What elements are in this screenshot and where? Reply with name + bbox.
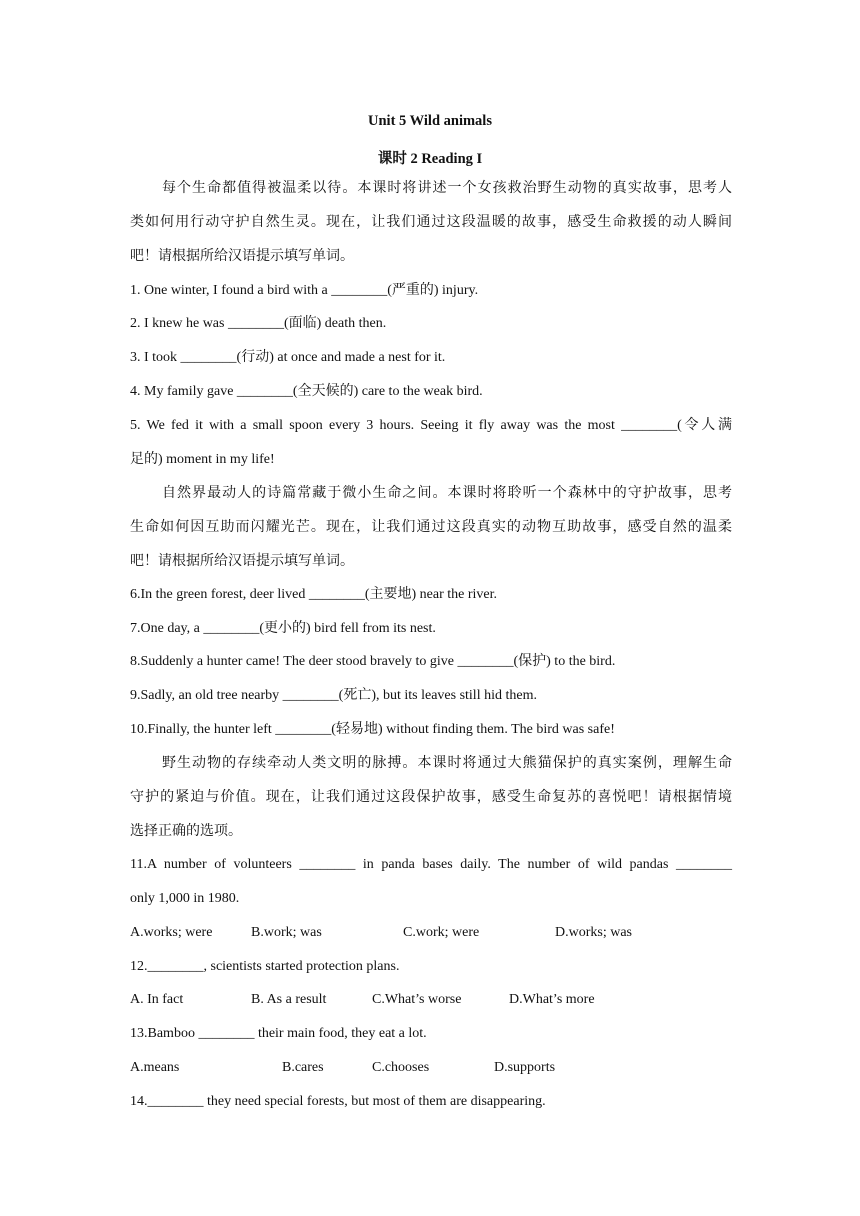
unit-title: Unit 5 Wild animals	[368, 113, 492, 129]
lesson-title: 课时 2 Reading I	[377, 151, 483, 167]
option-d: D.works; was	[555, 925, 632, 940]
question-item: 4. My family gave ________(全天候的) care to the weak bird.	[130, 384, 483, 399]
question-item: 6.In the green forest, deer lived ________(主要地) near the river.	[130, 587, 497, 602]
option-d: D.What’s more	[509, 992, 595, 1007]
option-a: A.works; were	[130, 925, 213, 940]
option-d: D.supports	[494, 1060, 556, 1075]
option-b: B. As a result	[251, 992, 327, 1007]
option-a: A. In fact	[130, 992, 184, 1007]
question-item: 9.Sadly, an old tree nearby ________(死亡), but its leaves still hid them.	[130, 688, 537, 703]
question-item: 5. We fed it with a small spoon every 3 hours. Seeing it fly away was the most ________(令人满	[130, 418, 732, 433]
section1-intro-line: 类如何用行动守护自然生灵。现在，让我们通过这段温暖的故事，感受生命救援的动人瞬间	[130, 214, 732, 230]
section1-intro-line: 每个生命都值得被温柔以待。本课时将讲述一个女孩救治野生动物的真实故事，思考人	[162, 180, 732, 196]
section3-intro-line: 选择正确的选项。	[130, 823, 242, 839]
option-a: A.means	[130, 1060, 180, 1075]
section3-intro-line: 守护的紧迫与价值。现在，让我们通过这段保护故事，感受生命复苏的喜悦吧！请根据情境	[130, 789, 732, 805]
option-c: C.What’s worse	[372, 992, 462, 1007]
question-item: 1. One winter, I found a bird with a ________(严重的) injury.	[130, 283, 479, 298]
question-stem: 11.A number of volunteers ________ in panda bases daily. The number of wild pandas ________	[130, 857, 732, 872]
question-item: 10.Finally, the hunter left ________(轻易地) without finding them. The bird was safe!	[130, 722, 615, 737]
question-item: 8.Suddenly a hunter came! The deer stood bravely to give ________(保护) to the bird.	[130, 654, 616, 669]
question-stem: 12.________, scientists started protection plans.	[130, 959, 400, 974]
question-stem: 13.Bamboo ________ their main food, they eat a lot.	[130, 1026, 427, 1041]
question-item: 7.One day, a ________(更小的) bird fell from its nest.	[130, 621, 436, 636]
question-item-continued: 足的) moment in my life!	[130, 452, 275, 467]
question-item: 3. I took ________(行动) at once and made a nest for it.	[130, 350, 446, 365]
option-c: C.chooses	[372, 1060, 430, 1075]
section2-intro-line: 自然界最动人的诗篇常藏于微小生命之间。本课时将聆听一个森林中的守护故事，思考	[162, 485, 732, 501]
question-stem: 14.________ they need special forests, but most of them are disappearing.	[130, 1094, 546, 1109]
option-b: B.cares	[282, 1060, 324, 1075]
section2-intro-line: 生命如何因互助而闪耀光芒。现在，让我们通过这段真实的动物互助故事，感受自然的温柔	[130, 519, 732, 535]
question-stem-continued: only 1,000 in 1980.	[130, 891, 240, 906]
question-item: 2. I knew he was ________(面临) death then.	[130, 316, 387, 331]
section2-intro-line: 吧！请根据所给汉语提示填写单词。	[130, 553, 354, 569]
option-b: B.work; was	[251, 925, 322, 940]
section3-intro-line: 野生动物的存续牵动人类文明的脉搏。本课时将通过大熊猫保护的真实案例，理解生命	[162, 755, 732, 771]
option-c: C.work; were	[403, 925, 480, 940]
section1-intro-line: 吧！请根据所给汉语提示填写单词。	[130, 248, 354, 264]
